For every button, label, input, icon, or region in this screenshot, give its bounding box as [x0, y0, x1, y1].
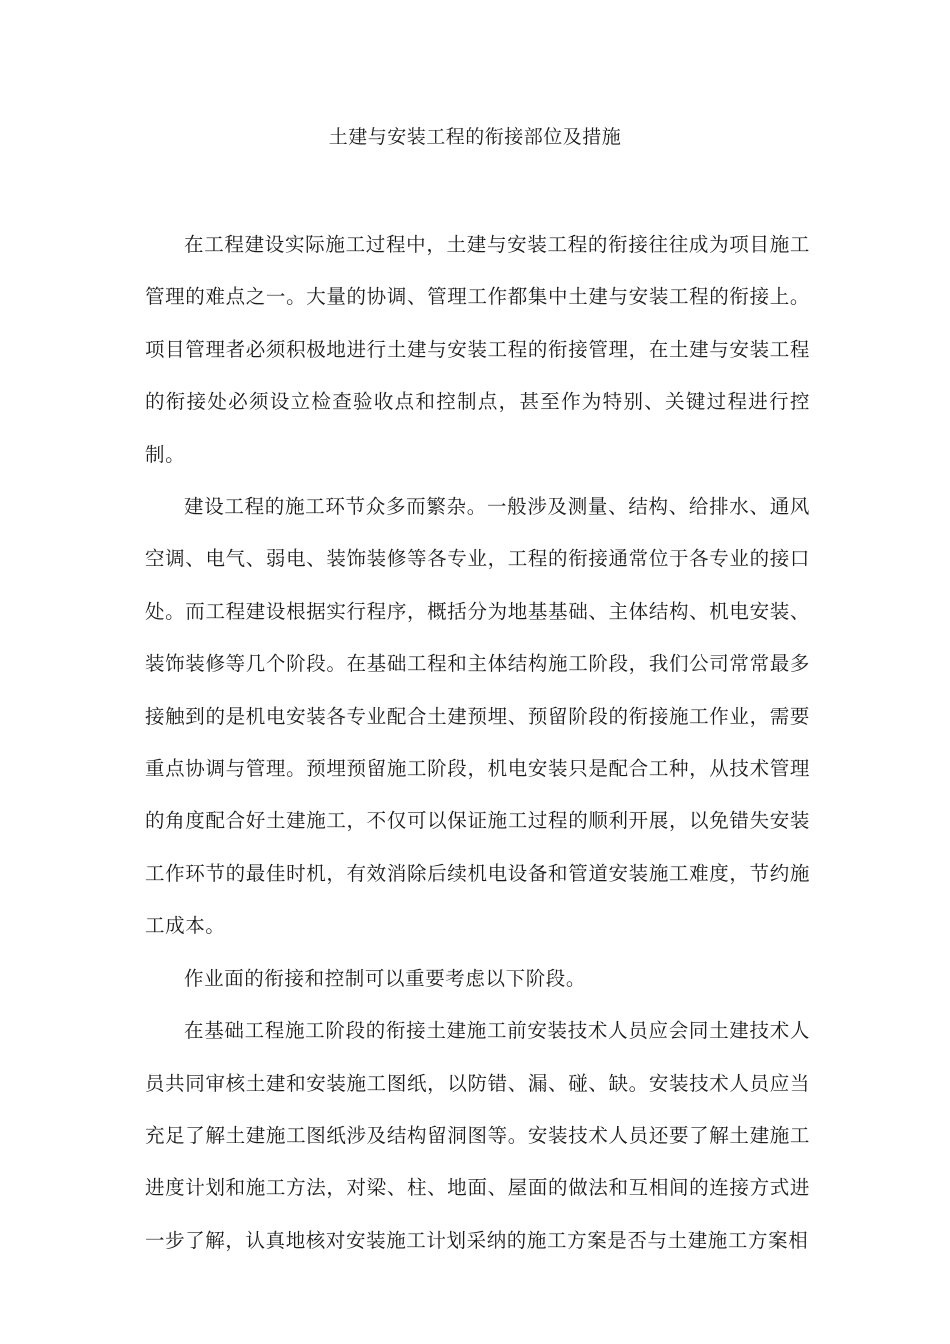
- document-body: [145, 219, 810, 1267]
- paragraph-4: 在基础工程施工阶段的衔接土建施工前安装技术人员应会同土建技术人员共同审核土建和安装施工图纸，以防错、漏、碰、缺。安装技术人员应当充足了解土建施工图纸涉及结构留洞图等。安装技术人员还要了解土建施工进度计划和施工方法，对梁、柱、地面、屋面的做法和互相间的连接方式进一步了解，认真地核对安装施工计划采纳的施工方案是否与土建施工方案相: [145, 1019, 810, 1252]
- paragraph-3: 作业面的衔接和控制可以重要考虑以下阶段。: [184, 966, 587, 990]
- paragraph-1: 在工程建设实际施工过程中，土建与安装工程的衔接往往成为项目施工管理的难点之一。大量的协调、管理工作都集中土建与安装工程的衔接上。项目管理者必须积极地进行土建与安装工程的衔接管理，在土建与安装工程的衔接处必须设立检查验收点和控制点，甚至作为特别、关键过程进行控制。: [145, 233, 810, 466]
- document-title: 土建与安装工程的衔接部位及措施: [328, 126, 622, 148]
- paragraph-2: 建设工程的施工环节众多而繁杂。一般涉及测量、结构、给排水、通风空调、电气、弱电、装饰装修等各专业，工程的衔接通常位于各专业的接口处。而工程建设根据实行程序，概括分为地基基础、主体结构、机电安装、装饰装修等几个阶段。在基础工程和主体结构施工阶段，我们公司常常最多接触到的是机电安装各专业配合土建预埋、预留阶段的衔接施工作业，需要重点协调与管理。预埋预留施工阶段，机电安装只是配合工种，从技术管理的角度配合好土建施工，不仅可以保证施工过程的顺利开展，以免错失安装工作环节的最佳时机，有效消除后续机电设备和管道安装施工难度，节约施工成本。: [145, 495, 810, 938]
